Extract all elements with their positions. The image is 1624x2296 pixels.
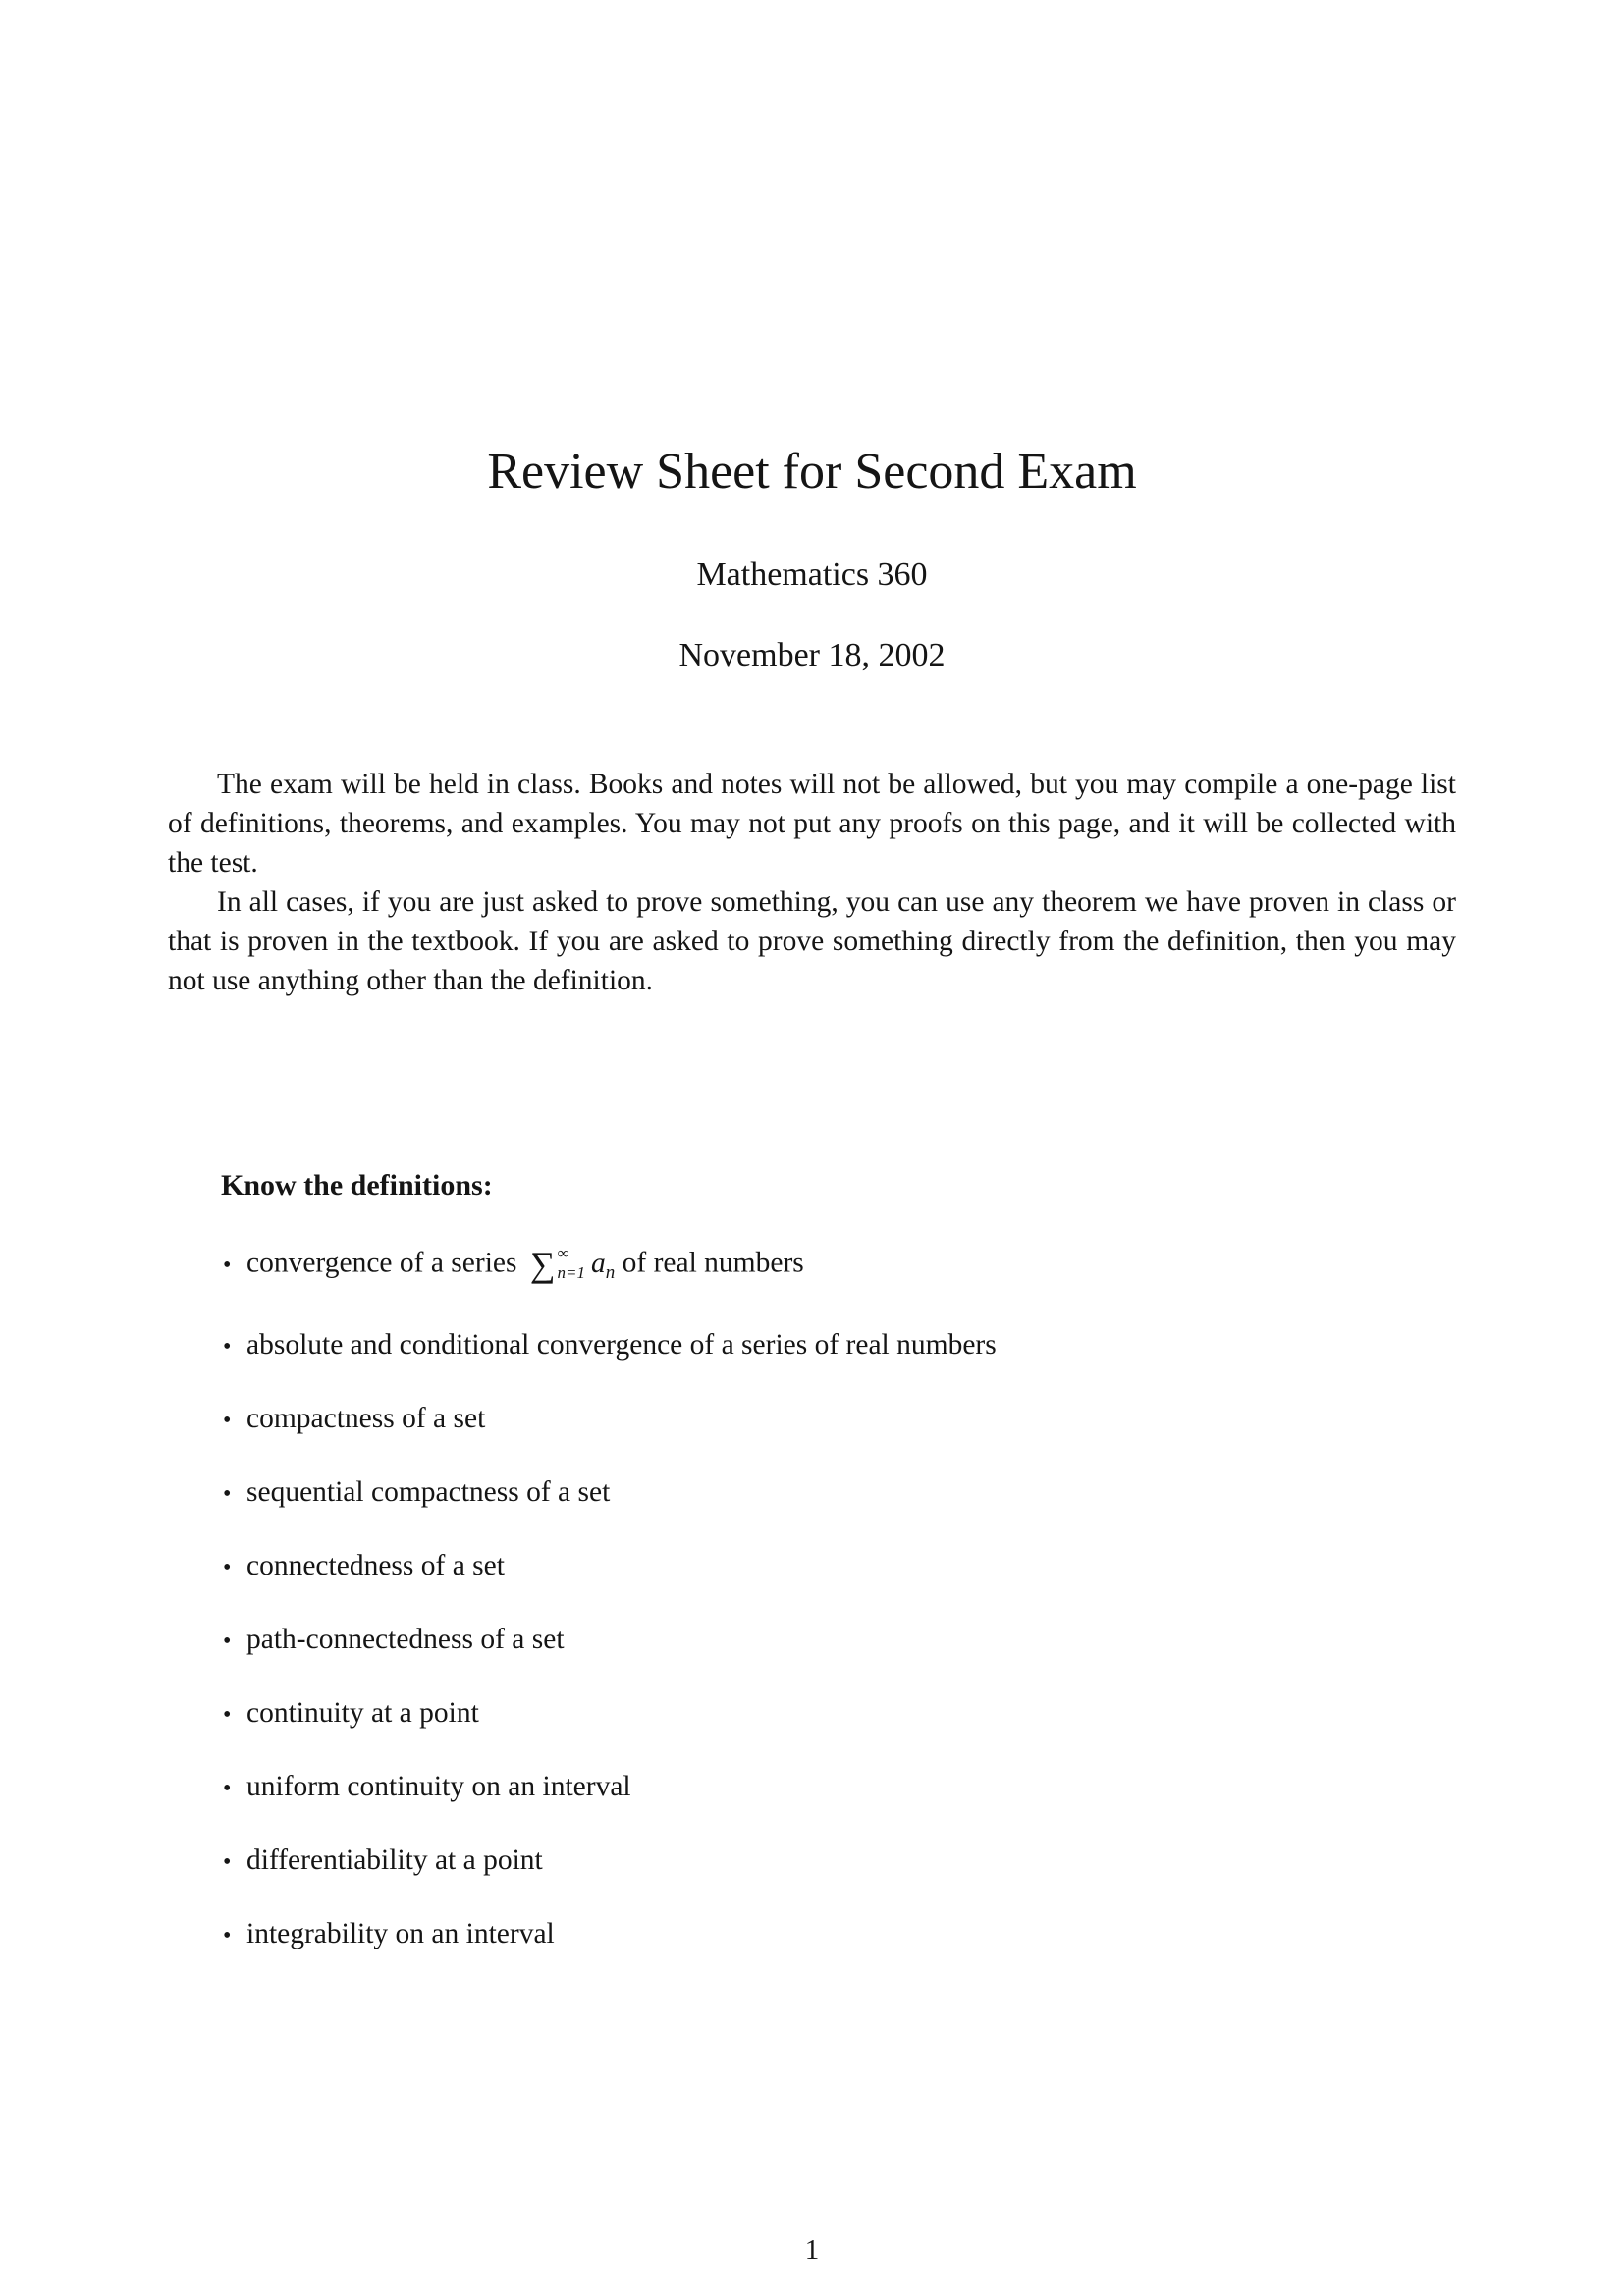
list-item-text: integrability on an interval [246, 1917, 555, 1949]
math-prefix: convergence of a series [246, 1247, 517, 1279]
list-item-text [246, 1246, 1456, 1289]
document-title: Review Sheet for Second Exam [487, 444, 1137, 500]
definitions-heading: Know the definitions: [221, 1169, 493, 1202]
list-item [168, 1402, 1456, 1437]
list-item-text: connectedness of a set [246, 1549, 505, 1581]
definitions-list [168, 1246, 1456, 1951]
list-item [168, 1696, 1456, 1732]
list-item [168, 1549, 1456, 1584]
bullet-icon: • [223, 1922, 232, 1949]
list-item [168, 1328, 1456, 1363]
bullet-icon: • [223, 1628, 232, 1654]
term-subscript: n [605, 1261, 616, 1283]
list-item [168, 1246, 1456, 1289]
page-number: 1 [804, 2234, 820, 2266]
sum-lower-limit: n=1 [557, 1262, 585, 1282]
list-item [168, 1917, 1456, 1952]
bullet-icon: • [223, 1333, 232, 1360]
term-variable: a [591, 1247, 606, 1279]
list-item-text: absolute and conditional convergence of a series of real numbers [246, 1328, 997, 1361]
bullet-icon: • [223, 1252, 232, 1278]
intro-text [168, 765, 1456, 1000]
list-item-text: continuity at a point [246, 1696, 479, 1729]
sum-upper-limit: ∞ [557, 1244, 569, 1263]
bullet-icon: • [223, 1701, 232, 1728]
list-item-text: compactness of a set [246, 1402, 486, 1434]
list-item [168, 1770, 1456, 1805]
list-item [168, 1623, 1456, 1658]
bullet-icon: • [223, 1848, 232, 1875]
bullet-icon: • [223, 1407, 232, 1433]
list-item-text: sequential compactness of a set [246, 1475, 611, 1508]
math-suffix: of real numbers [622, 1247, 804, 1279]
document-content [168, 0, 1456, 1952]
list-item [168, 1843, 1456, 1879]
list-item-text: uniform continuity on an interval [246, 1770, 631, 1802]
list-item-text: path-connectedness of a set [246, 1623, 565, 1655]
list-item [168, 1475, 1456, 1511]
list-item-text: differentiability at a point [246, 1843, 543, 1876]
sigma-icon: ∑ [529, 1244, 556, 1284]
sum-limits [558, 1244, 585, 1282]
course-name: Mathematics 360 [696, 557, 928, 594]
series-sum-formula [524, 1244, 616, 1284]
bullet-icon: • [223, 1775, 232, 1801]
paragraph-proof-rules: In all cases, if you are just asked to prove something, you can use any theorem we have proven in class or that is proven in the textbook. If you are asked to prove something directly from the definition, then you may not use anything other than the definition. [168, 886, 1456, 997]
bullet-icon: • [223, 1554, 232, 1580]
bullet-icon: • [223, 1480, 232, 1507]
paragraph-exam-rules: The exam will be held in class. Books and notes will not be allowed, but you may compile a one-page list of definitions, theorems, and examples. You may not put any proofs on this page, and it will be collected with the test. [168, 769, 1456, 880]
document-date: November 18, 2002 [678, 637, 946, 674]
